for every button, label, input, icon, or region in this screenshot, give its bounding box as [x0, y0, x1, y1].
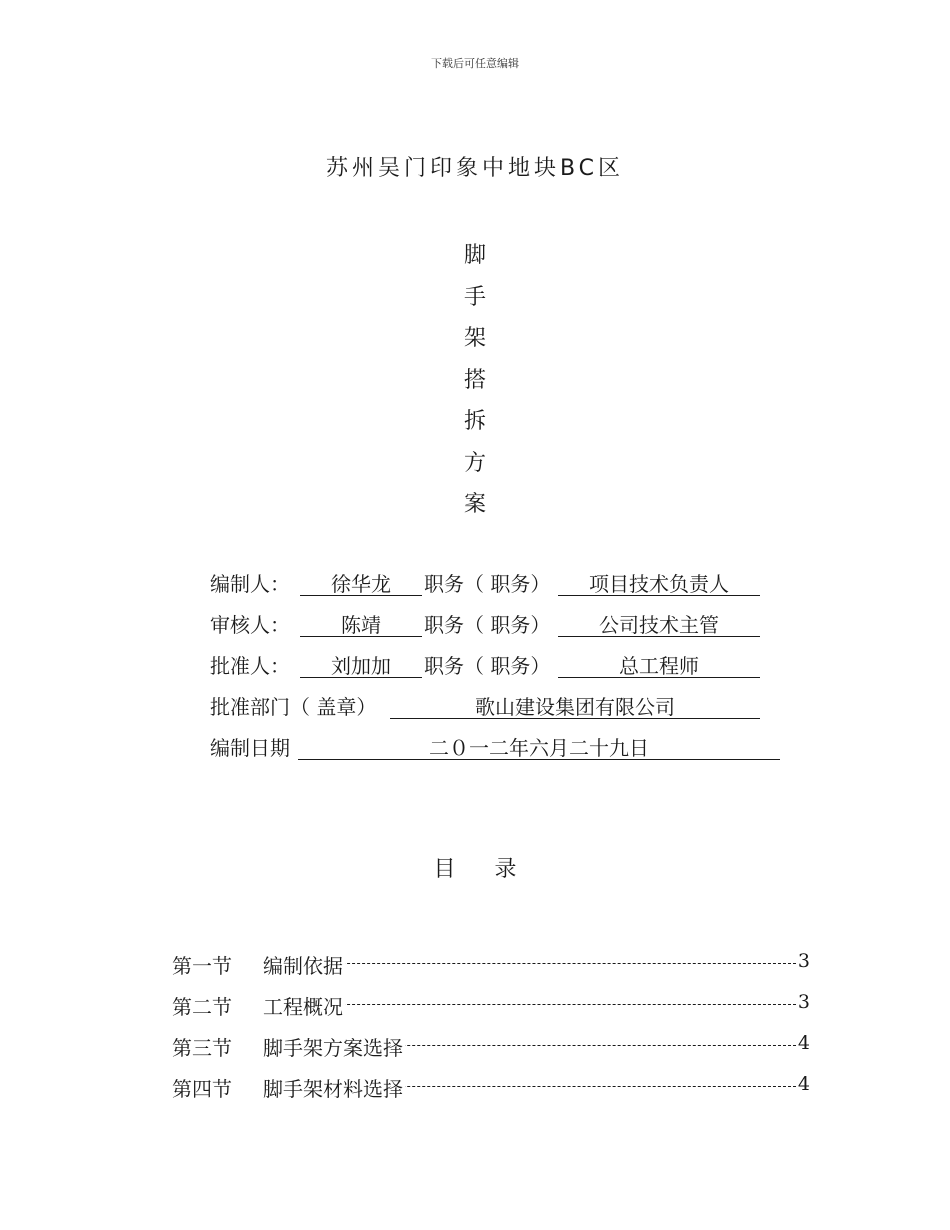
toc-title-char: 目	[433, 857, 456, 882]
toc-section-number: 第一节	[172, 954, 232, 978]
toc-leader	[312, 963, 796, 964]
doc-title-char: 方	[463, 451, 486, 476]
toc-section-number: 第四节	[172, 1077, 232, 1101]
reviewer-position-value: 公司技术主管	[558, 609, 760, 637]
toc-title-char: 录	[494, 857, 517, 882]
author-row	[210, 568, 770, 596]
toc-page-number: 4	[797, 1032, 810, 1054]
department-value: 歌山建设集团有限公司	[390, 691, 760, 719]
date-label: 编制日期	[210, 736, 290, 760]
project-title: 苏州吴门印象中地块BC区	[325, 156, 625, 181]
toc-section-title: 编制依据	[263, 950, 345, 979]
approver-value: 刘加加	[300, 650, 422, 678]
toc-section-title: 工程概况	[263, 991, 345, 1020]
author-position-value: 项目技术负责人	[558, 568, 760, 596]
approver-position-value: 总工程师	[558, 650, 760, 678]
author-value: 徐华龙	[300, 568, 422, 596]
toc-section-number: 第三节	[172, 1036, 232, 1060]
toc-entry[interactable]	[172, 1073, 810, 1099]
date-value: 二０一二年六月二十九日	[298, 732, 780, 760]
doc-title-char: 架	[463, 326, 486, 351]
toc-page-number: 4	[797, 1073, 810, 1095]
approver-position-label: 职务（ 职务）	[424, 654, 551, 678]
doc-title-char: 拆	[463, 409, 486, 434]
toc-section-number: 第二节	[172, 995, 232, 1019]
reviewer-position-label: 职务（ 职务）	[424, 613, 551, 637]
reviewer-value: 陈靖	[300, 609, 422, 637]
doc-title-char: 手	[463, 285, 486, 310]
toc-page-number: 3	[797, 950, 810, 972]
department-row	[210, 691, 770, 719]
author-position-label: 职务（ 职务）	[424, 572, 551, 596]
doc-title-char: 脚	[463, 243, 486, 268]
date-row	[210, 732, 782, 760]
toc-entry[interactable]	[172, 950, 810, 976]
approver-label: 批准人：	[210, 654, 290, 678]
toc-leader	[312, 1004, 796, 1005]
toc-entry[interactable]	[172, 991, 810, 1017]
toc-section-title: 脚手架材料选择	[263, 1073, 405, 1102]
reviewer-label: 审核人：	[210, 613, 290, 637]
toc-page-number: 3	[797, 991, 810, 1013]
toc-section-title: 脚手架方案选择	[263, 1032, 405, 1061]
approver-row	[210, 650, 770, 678]
doc-title-char: 案	[463, 492, 486, 517]
author-label: 编制人：	[210, 572, 290, 596]
doc-title-char: 搭	[463, 368, 486, 393]
department-label: 批准部门（ 盖章）	[210, 695, 377, 719]
reviewer-row	[210, 609, 770, 637]
header-note: 下载后可任意编辑	[431, 57, 519, 70]
toc-title	[0, 852, 950, 883]
toc-entry[interactable]	[172, 1032, 810, 1058]
